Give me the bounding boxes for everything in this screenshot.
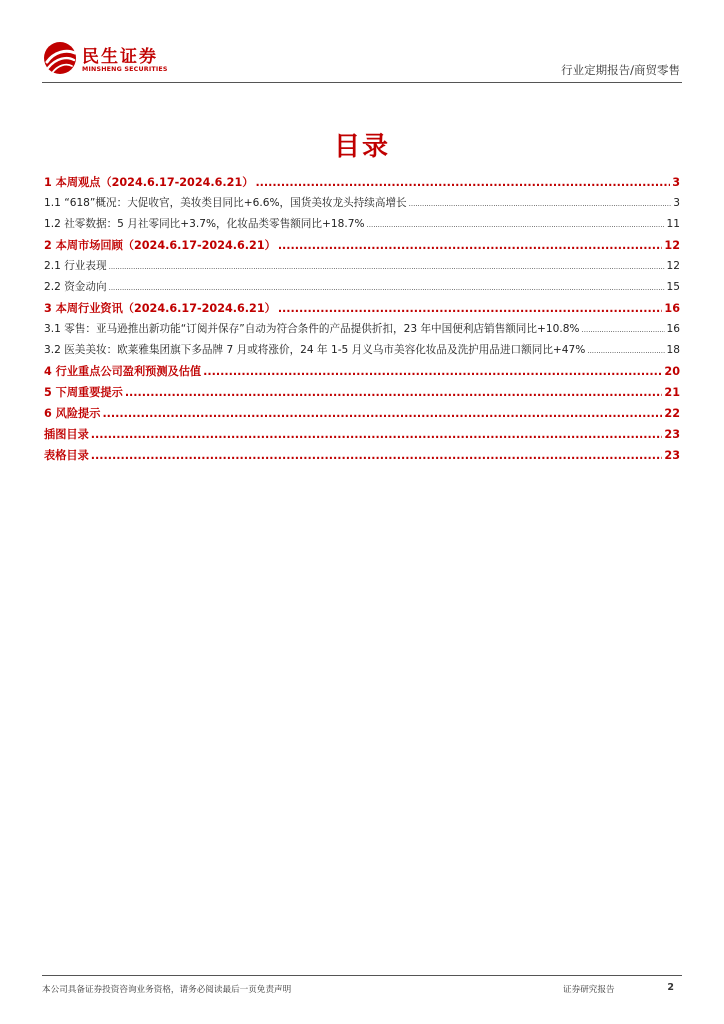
- toc-entry-label: 3.2 医美美妆：欧莱雅集团旗下多品牌 7 月或将涨价，24 年 1-5 月义乌市美容化妆品及洗护用品进口额同比+47%: [44, 344, 586, 356]
- toc-entry-page: 20: [664, 365, 680, 378]
- toc-section-entry[interactable]: [44, 235, 680, 256]
- toc-entry-page: 16: [666, 323, 680, 335]
- toc-entry-label: 表格目录: [44, 449, 89, 462]
- toc-subsection-entry[interactable]: [44, 277, 680, 298]
- toc-dot-leader: [102, 403, 662, 424]
- toc-entry-label: 4 行业重点公司盈利预测及估值: [44, 365, 202, 378]
- minsheng-logo-icon: [42, 40, 78, 76]
- toc-subsection-entry[interactable]: [44, 319, 680, 340]
- toc-dot-leader: [203, 361, 662, 382]
- report-type: 行业定期报告/商贸零售: [561, 63, 680, 77]
- toc-entry-page: 21: [664, 386, 680, 399]
- toc-entry-page: 18: [666, 344, 680, 356]
- toc-section-entry[interactable]: [44, 445, 680, 466]
- toc-entry-label: 5 下周重要提示: [44, 386, 123, 399]
- toc-section-entry[interactable]: [44, 172, 680, 193]
- header-divider: [42, 82, 682, 83]
- toc-subsection-entry[interactable]: [44, 193, 680, 214]
- toc-dot-leader: [125, 382, 663, 403]
- toc-dot-leader: [255, 172, 670, 193]
- toc-title: 目录: [333, 132, 390, 162]
- toc-dot-leader: [409, 194, 672, 215]
- toc-subsection-entry[interactable]: [44, 256, 680, 277]
- toc-entry-label: 2.2 资金动向: [44, 281, 107, 293]
- toc-dot-leader: [587, 341, 664, 362]
- toc-dot-leader: [91, 445, 663, 466]
- toc-entry-label: 1.1 “618”概况：大促收官，美妆类目同比+6.6%，国货美妆龙头持续高增长: [44, 197, 407, 209]
- footer-doc-type: 证券研究报告: [563, 985, 615, 995]
- logo-chinese-name: 民生证券: [82, 47, 158, 67]
- toc-entry-page: 12: [666, 260, 680, 272]
- toc-dot-leader: [278, 298, 663, 319]
- toc-entry-label: 6 风险提示: [44, 407, 101, 420]
- toc-dot-leader: [109, 257, 665, 278]
- toc-entry-page: 3: [672, 176, 680, 189]
- toc-entry-page: 23: [664, 428, 680, 441]
- footer-disclaimer: 本公司具备证券投资咨询业务资格，请务必阅读最后一页免责声明: [42, 985, 292, 995]
- toc-section-entry[interactable]: [44, 361, 680, 382]
- toc-entry-page: 16: [664, 302, 680, 315]
- toc-entry-label: 2 本周市场回顾（2024.6.17-2024.6.21）: [44, 239, 276, 252]
- footer-divider: [42, 975, 682, 976]
- toc-dot-leader: [582, 320, 665, 341]
- toc-dot-leader: [91, 424, 663, 445]
- toc-entry-page: 11: [666, 218, 680, 230]
- toc-dot-leader: [278, 235, 663, 256]
- page-number: 2: [667, 982, 674, 993]
- toc-entry-label: 2.1 行业表现: [44, 260, 107, 272]
- toc-entry-page: 22: [664, 407, 680, 420]
- toc-entry-label: 插图目录: [44, 428, 89, 441]
- toc-section-entry[interactable]: [44, 298, 680, 319]
- toc-entry-page: 23: [664, 449, 680, 462]
- toc-entry-page: 12: [664, 239, 680, 252]
- toc-dot-leader: [109, 278, 665, 299]
- toc-section-entry[interactable]: [44, 403, 680, 424]
- toc-subsection-entry[interactable]: [44, 214, 680, 235]
- toc-entry-label: 3 本周行业资讯（2024.6.17-2024.6.21）: [44, 302, 276, 315]
- toc-section-entry[interactable]: [44, 424, 680, 445]
- table-of-contents: [44, 172, 680, 466]
- minsheng-logo: [42, 40, 182, 80]
- page-header: [0, 0, 724, 90]
- toc-entry-label: 1.2 社零数据：5 月社零同比+3.7%，化妆品类零售额同比+18.7%: [44, 218, 365, 230]
- toc-entry-page: 15: [666, 281, 680, 293]
- toc-dot-leader: [367, 215, 665, 236]
- toc-entry-label: 3.1 零售：亚马逊推出新功能“订阅并保存”自动为符合条件的产品提供折扣，23 年中国便利店销售额同比+10.8%: [44, 323, 580, 335]
- toc-entry-page: 3: [673, 197, 680, 209]
- toc-subsection-entry[interactable]: [44, 340, 680, 361]
- toc-entry-label: 1 本周观点（2024.6.17-2024.6.21）: [44, 176, 254, 189]
- logo-english-name: MINSHENG SECURITIES: [82, 66, 168, 73]
- toc-section-entry[interactable]: [44, 382, 680, 403]
